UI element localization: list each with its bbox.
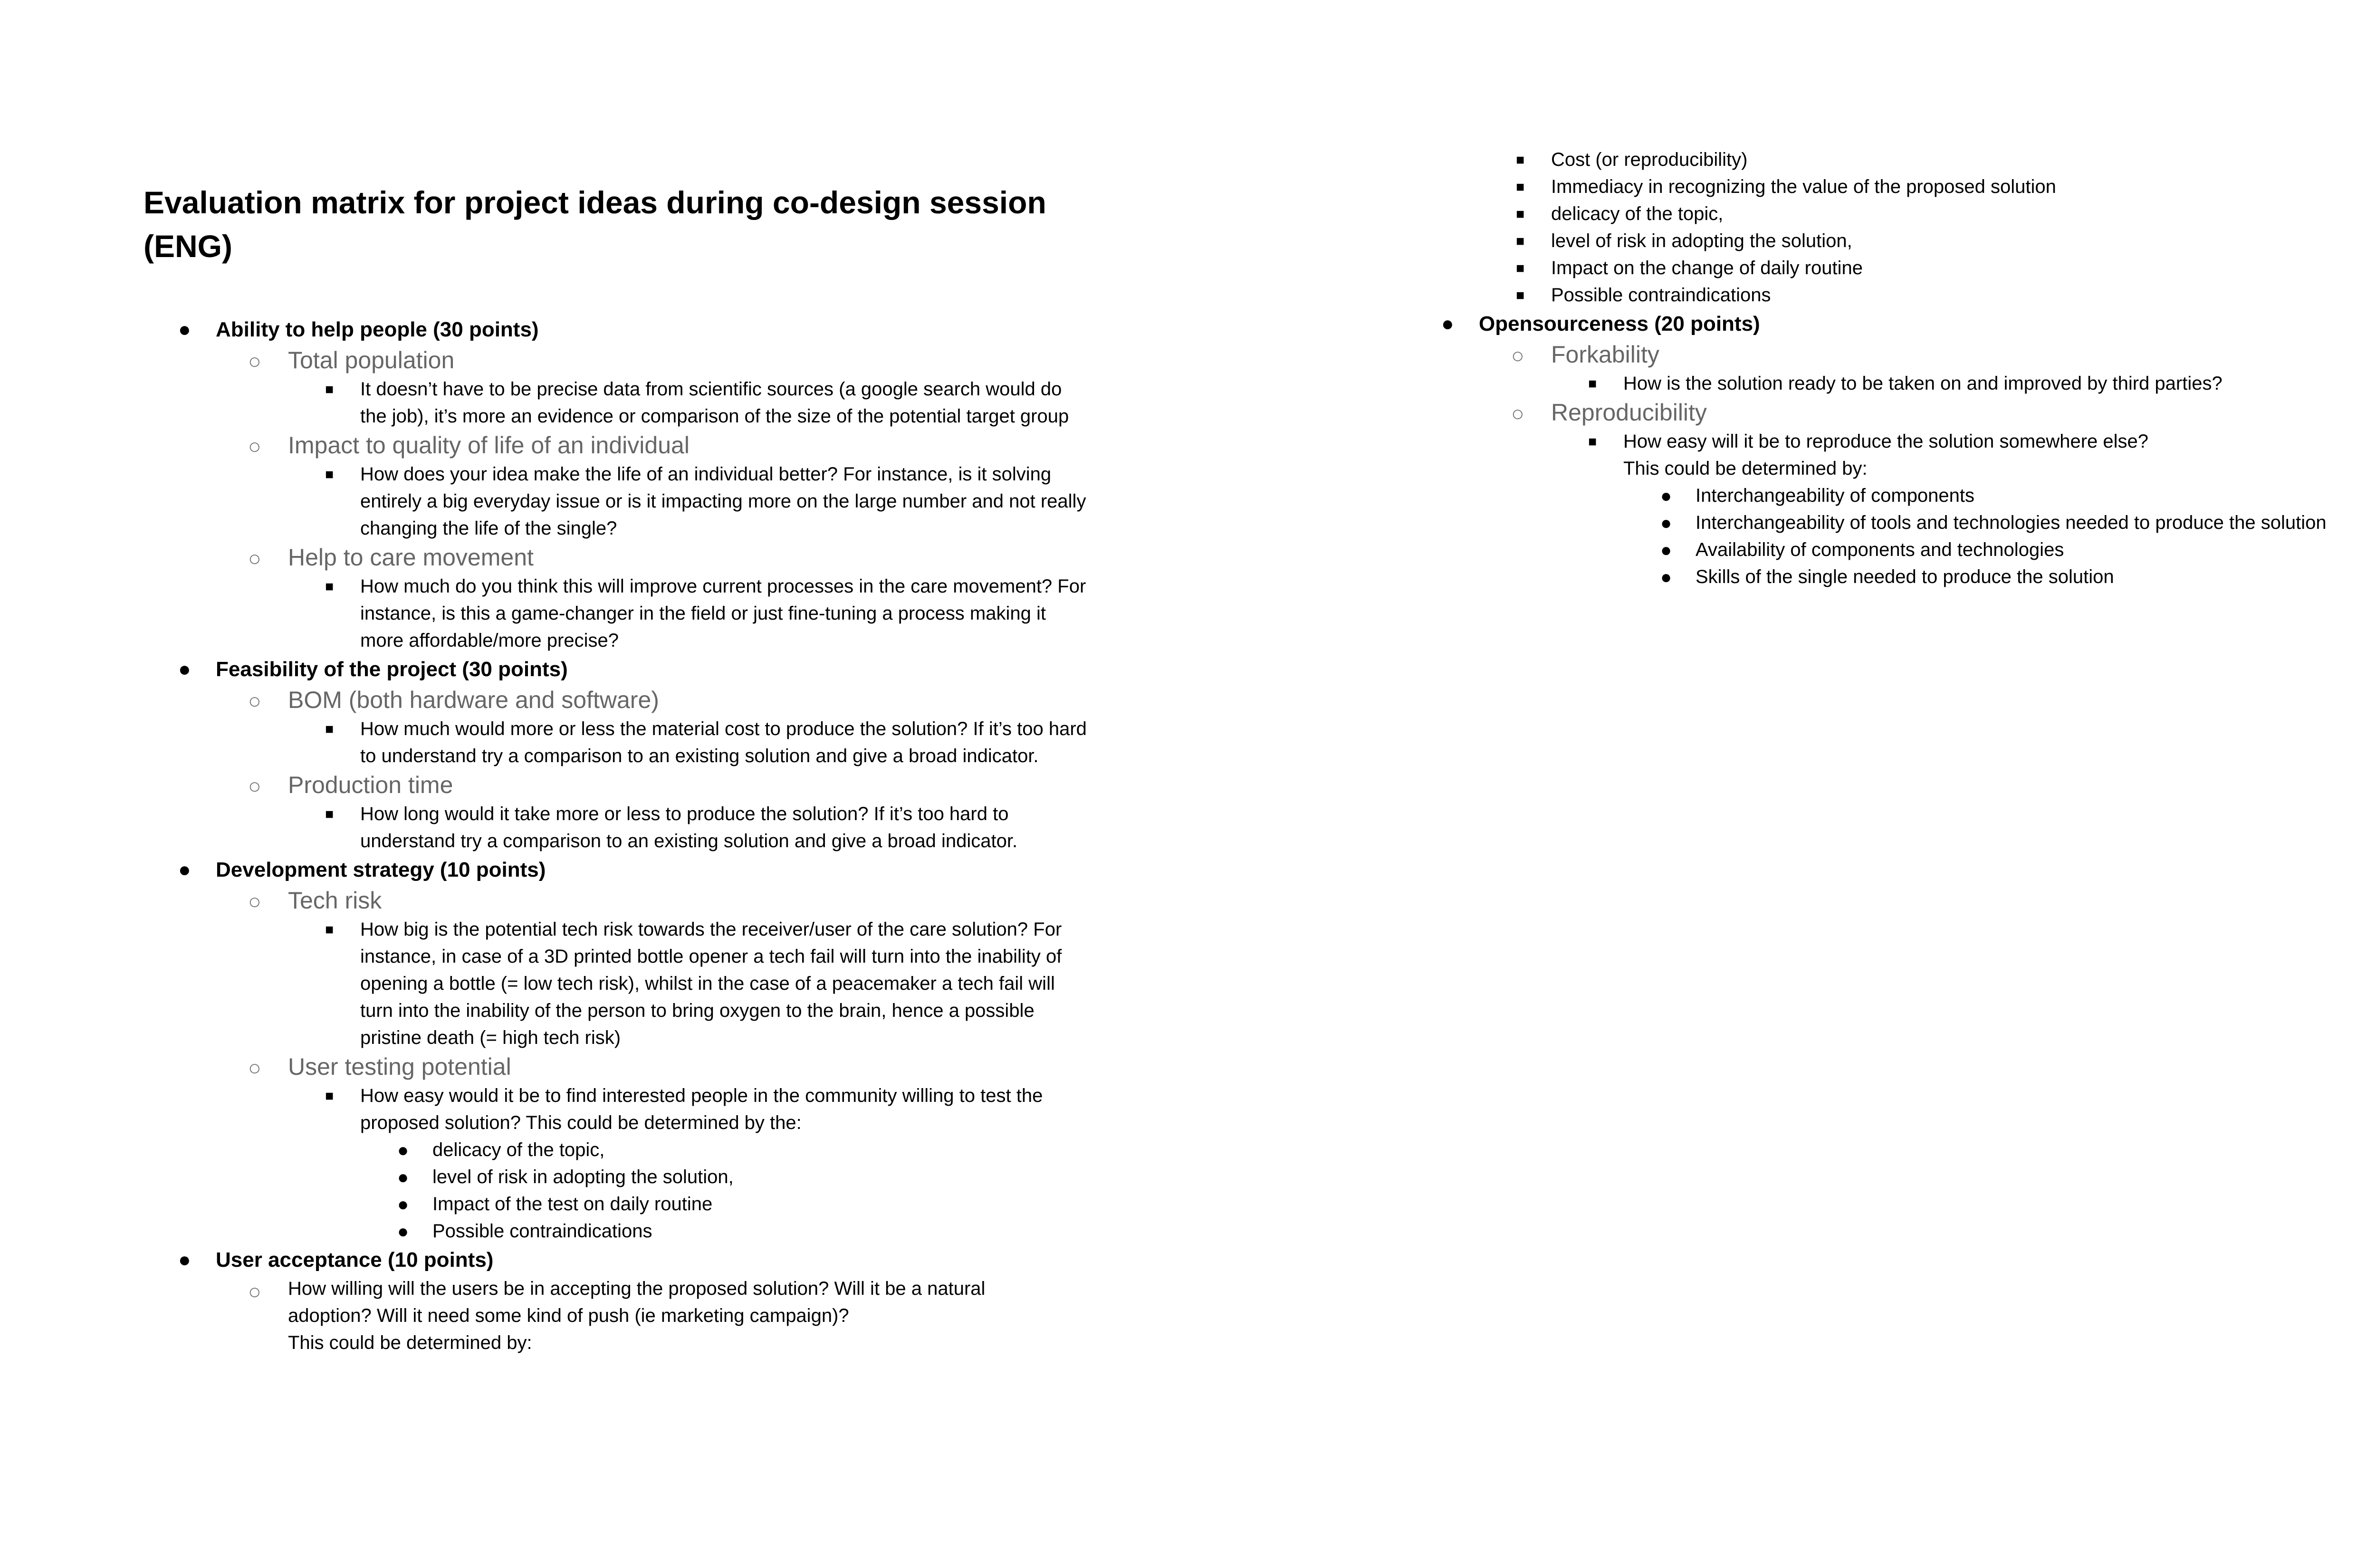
factor-item <box>1479 282 2376 309</box>
sub-criterion <box>216 542 1103 654</box>
sub-criterion <box>1479 397 2376 591</box>
note-item <box>288 801 1103 855</box>
factor-text: Availability of components and technologies <box>1696 539 2064 560</box>
factor-item <box>1479 173 2376 201</box>
factor-text: Impact on the change of daily routine <box>1551 258 1863 278</box>
criterion-label: User acceptance (10 points) <box>216 1248 494 1272</box>
note-text: How much do you think this will improve current processes in the care movement? For instance, is this a game-changer in the field or just fine-tuning a process making it more affordable/more precise? <box>360 576 1086 651</box>
bullet-square: ■ <box>1516 287 1525 303</box>
note-text: How much would more or less the material cost to produce the solution? If it’s too hard to understand try a comparison to an existing solution and give a broad indicator. <box>360 718 1087 766</box>
factor-item <box>1479 228 2376 255</box>
factor-text: Cost (or reproducibility) <box>1551 149 1748 170</box>
bullet-square: ■ <box>325 806 334 822</box>
note-text: How is the solution ready to be taken on and improved by third parties? <box>1623 373 2223 394</box>
bullet-circle: ○ <box>1511 343 1524 368</box>
note-item <box>288 573 1103 654</box>
bullet-disc: ● <box>397 1167 409 1188</box>
note-text: How long would it take more or less to produce the solution? If it’s too hard to understand try a comparison to an existing solution and give a broad indicator. <box>360 803 1018 851</box>
factor-text: Interchangeability of components <box>1696 485 1975 506</box>
bullet-circle: ○ <box>248 434 261 459</box>
sub-criterion-label: Impact to quality of life of an individual <box>288 432 690 459</box>
bullet-square: ■ <box>1516 152 1525 168</box>
bullet-disc: ● <box>178 1248 191 1272</box>
sub-criterion <box>216 1275 1103 1357</box>
note-text: It doesn’t have to be precise data from scientific sources (a google search would do the job), it’s more an evidence or comparison of the size of the potential target group <box>360 379 1069 427</box>
bullet-disc: ● <box>1660 513 1672 534</box>
bullet-square: ■ <box>1516 260 1525 276</box>
note-text: How easy would it be to find interested people in the community willing to test the proposed solution? This could be determined by the: <box>360 1085 1043 1133</box>
factor-text: Impact of the test on daily routine <box>432 1194 713 1214</box>
bullet-square: ■ <box>1516 179 1525 195</box>
note-item <box>288 716 1103 770</box>
factor-text: level of risk in adopting the solution, <box>432 1166 734 1187</box>
bullet-circle: ○ <box>248 546 261 571</box>
sub-criterion-label: BOM (both hardware and software) <box>288 687 659 713</box>
bullet-circle: ○ <box>248 889 261 914</box>
criterion-label: Development strategy (10 points) <box>216 858 546 881</box>
right-column <box>1407 146 2376 591</box>
sub-criterion-label: Help to care movement <box>288 544 534 571</box>
bullet-disc: ● <box>1660 486 1672 507</box>
sub-criterion-label: Total population <box>288 347 455 373</box>
note-item <box>1551 370 2376 397</box>
bullet-square: ■ <box>325 922 334 937</box>
criteria-list-continued <box>1407 146 2376 591</box>
determined-by-text: This could be determined by: <box>288 1332 532 1353</box>
bullet-circle: ○ <box>248 349 261 373</box>
note-item <box>1551 428 2376 591</box>
criterion-development-strategy <box>144 855 1103 1245</box>
bullet-square: ■ <box>325 1088 334 1104</box>
factor-item <box>360 1218 1103 1245</box>
bullet-circle: ○ <box>248 774 261 798</box>
factor-item <box>360 1137 1103 1164</box>
criterion-feasibility <box>144 654 1103 855</box>
factor-item <box>360 1164 1103 1191</box>
left-column <box>144 181 1103 1357</box>
bullet-square: ■ <box>325 579 334 594</box>
bullet-disc: ● <box>397 1194 409 1215</box>
bullet-square: ■ <box>1588 434 1597 449</box>
note-text: How does your idea make the life of an individual better? For instance, is it solving entirely a big everyday issue or is it impacting more on the large number and not really changing the life of the single? <box>360 464 1086 539</box>
bullet-square: ■ <box>325 382 334 397</box>
factor-item <box>1479 146 2376 173</box>
user-acceptance-continued <box>1407 146 2376 309</box>
sub-criterion <box>1479 339 2376 397</box>
bullet-disc: ● <box>1441 312 1454 335</box>
criterion-label: Ability to help people (30 points) <box>216 318 539 341</box>
bullet-circle: ○ <box>1511 401 1524 426</box>
criteria-list <box>144 315 1103 1357</box>
criterion-label: Opensourceness (20 points) <box>1479 312 1760 335</box>
factor-text: Possible contraindications <box>432 1221 652 1242</box>
bullet-disc: ● <box>397 1140 409 1161</box>
bullet-disc: ● <box>1660 567 1672 588</box>
criterion-opensourceness <box>1407 309 2376 591</box>
sub-criterion-label: Production time <box>288 772 453 798</box>
note-item <box>288 461 1103 542</box>
factor-text: Possible contraindications <box>1551 285 1771 306</box>
user-acceptance-question: How willing will the users be in accepting the proposed solution? Will it be a natural adoption? Will it need some kind of push (ie marketing campaign)? <box>288 1278 986 1326</box>
note-item <box>288 916 1103 1052</box>
determined-by-text: This could be determined by: <box>1623 458 1868 479</box>
note-item <box>288 376 1103 430</box>
document-title: Evaluation matrix for project ideas during co-design session (ENG) <box>144 185 1046 264</box>
sub-criterion <box>216 770 1103 855</box>
bullet-circle: ○ <box>248 1055 261 1080</box>
factor-item <box>1623 482 2376 509</box>
factor-text: Interchangeability of tools and technologies needed to produce the solution <box>1696 512 2327 533</box>
note-text: How big is the potential tech risk towards the receiver/user of the care solution? For instance, in case of a 3D printed bottle opener a tech fail will turn into the inability of opening a bottle (= low tech risk), whilst in the case of a peacemaker a tech fail will turn into the inability of the person to bring oxygen to the brain, hence a possible pristine death (= high tech risk) <box>360 919 1062 1048</box>
criterion-ability-to-help <box>144 315 1103 654</box>
factor-text: Skills of the single needed to produce the solution <box>1696 566 2114 587</box>
bullet-square: ■ <box>325 467 334 482</box>
bullet-disc: ● <box>178 318 191 341</box>
sub-criterion <box>216 685 1103 770</box>
bullet-square: ■ <box>1516 206 1525 222</box>
sub-criterion-label: Forkability <box>1551 341 1659 368</box>
note-item <box>288 1082 1103 1245</box>
factor-text: Immediacy in recognizing the value of the proposed solution <box>1551 176 2056 197</box>
factor-text: level of risk in adopting the solution, <box>1551 230 1852 251</box>
sub-criterion <box>216 1052 1103 1245</box>
bullet-square: ■ <box>1588 376 1597 392</box>
bullet-disc: ● <box>397 1221 409 1242</box>
bullet-disc: ● <box>178 658 191 681</box>
factor-item <box>360 1191 1103 1218</box>
bullet-square: ■ <box>1516 233 1525 249</box>
bullet-disc: ● <box>1660 540 1672 561</box>
criterion-user-acceptance <box>144 1245 1103 1357</box>
factor-item <box>1479 201 2376 228</box>
sub-criterion <box>216 885 1103 1052</box>
sub-criterion-label: Reproducibility <box>1551 399 1707 426</box>
factor-item <box>1623 509 2376 536</box>
sub-criterion-label: User testing potential <box>288 1053 511 1080</box>
factor-text: delicacy of the topic, <box>432 1139 605 1160</box>
factor-item <box>1623 536 2376 564</box>
bullet-disc: ● <box>178 858 191 881</box>
factor-item <box>1479 255 2376 282</box>
sub-criterion <box>216 430 1103 542</box>
note-text: How easy will it be to reproduce the solution somewhere else? <box>1623 431 2149 452</box>
sub-criterion-label: Tech risk <box>288 887 382 914</box>
bullet-circle: ○ <box>248 1279 261 1304</box>
bullet-square: ■ <box>325 721 334 737</box>
bullet-circle: ○ <box>248 688 261 713</box>
user-acceptance-factors <box>1479 146 2376 309</box>
criterion-label: Feasibility of the project (30 points) <box>216 658 568 681</box>
sub-criterion <box>216 345 1103 430</box>
factor-item <box>1623 564 2376 591</box>
factor-text: delicacy of the topic, <box>1551 203 1724 224</box>
